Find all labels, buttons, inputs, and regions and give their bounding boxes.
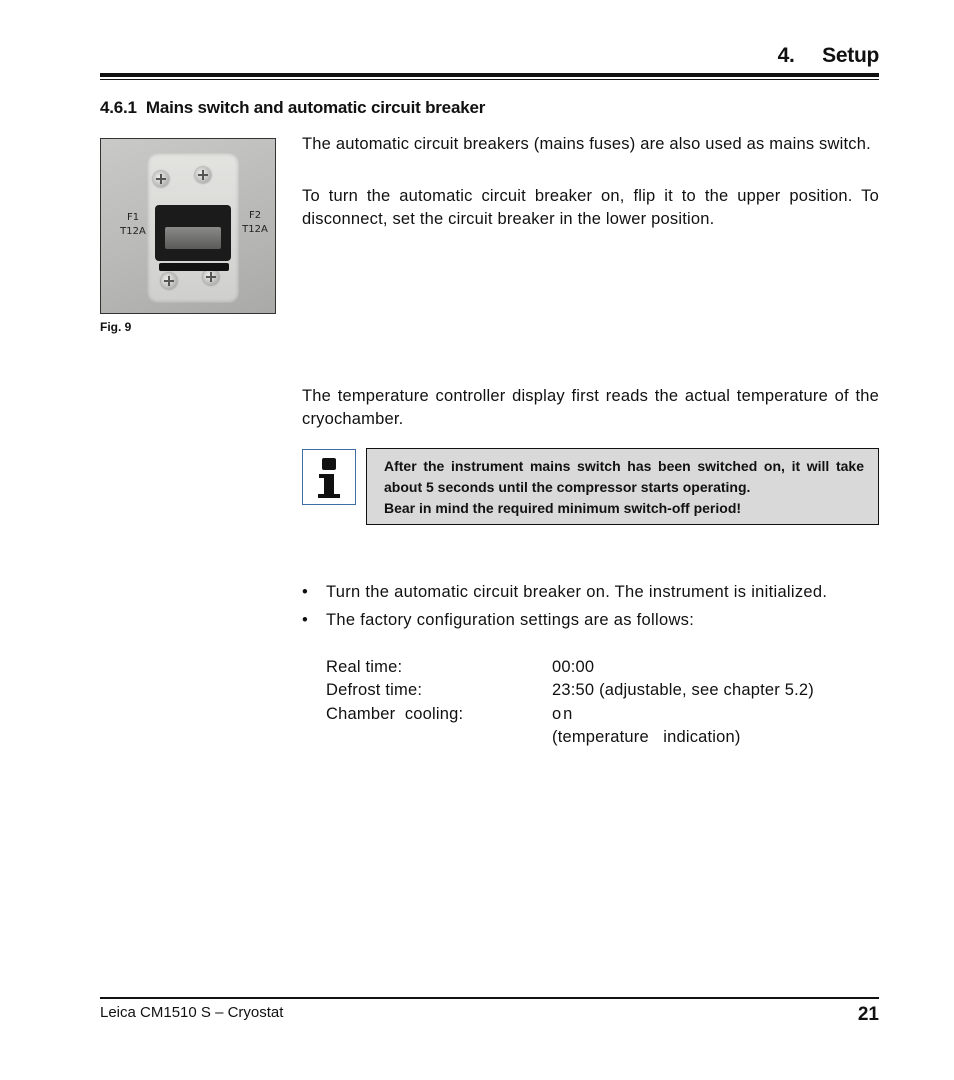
paragraph-mains-switch: The automatic circuit breakers (mains fuses) are also used as mains switch. (302, 135, 871, 153)
config-label-real-time: Real time: (326, 658, 403, 676)
breaker-lever (165, 227, 221, 249)
screw-icon (203, 269, 219, 285)
page-number: 21 (857, 1004, 879, 1025)
screw-icon (153, 171, 169, 187)
fuse-label-f1: F1 (126, 212, 140, 223)
screw-icon (161, 273, 177, 289)
config-value-chamber-cooling: on (552, 705, 575, 723)
notice-box (366, 448, 879, 525)
bullet-marker: • (302, 583, 309, 601)
header-rule-thin (100, 79, 879, 80)
bullet-marker: • (302, 611, 309, 629)
fuse-label-f2: F2 (248, 210, 262, 221)
section-heading: 4.6.1 Mains switch and automatic circuit breaker (100, 98, 486, 117)
config-value-chamber-cooling-note: (temperature indication) (552, 728, 741, 746)
config-label-defrost-time: Defrost time: (326, 681, 423, 699)
notice-line-1: After the instrument mains switch has been switched on, it will take about 5 seconds until the compressor starts operating. (384, 458, 864, 495)
paragraph-breaker-position: To turn the automatic circuit breaker on, flip it to the upper position. To disconnect, set the circuit breaker in the lower position. (302, 187, 879, 228)
figure-caption: Fig. 9 (100, 320, 132, 334)
fuse-rating-f1: T12A (120, 226, 146, 237)
fuse-rating-f2: T12A (242, 224, 268, 235)
config-value-defrost-time: 23:50 (adjustable, see chapter 5.2) (552, 681, 815, 699)
circuit-breaker-switch (155, 205, 231, 261)
notice-line-2: Bear in mind the required minimum switch-off period! (384, 500, 742, 516)
info-icon (302, 449, 356, 505)
footer-rule (100, 997, 879, 999)
config-value-real-time: 00:00 (552, 658, 595, 676)
footer-product: Leica CM1510 S – Cryostat (100, 1004, 284, 1021)
config-label-chamber-cooling: Chamber cooling: (326, 705, 464, 723)
breaker-base (159, 263, 229, 271)
screw-icon (195, 167, 211, 183)
paragraph-temperature-display: The temperature controller display first reads the actual temperature of the cryochamber. (302, 387, 879, 428)
chapter-title: 4. Setup (777, 44, 879, 67)
circuit-breaker-photo (100, 138, 276, 314)
header-rule (100, 73, 879, 77)
bullet-text: The factory configuration settings are as follows: (326, 611, 695, 629)
bullet-text: Turn the automatic circuit breaker on. The instrument is initialized. (326, 583, 828, 601)
